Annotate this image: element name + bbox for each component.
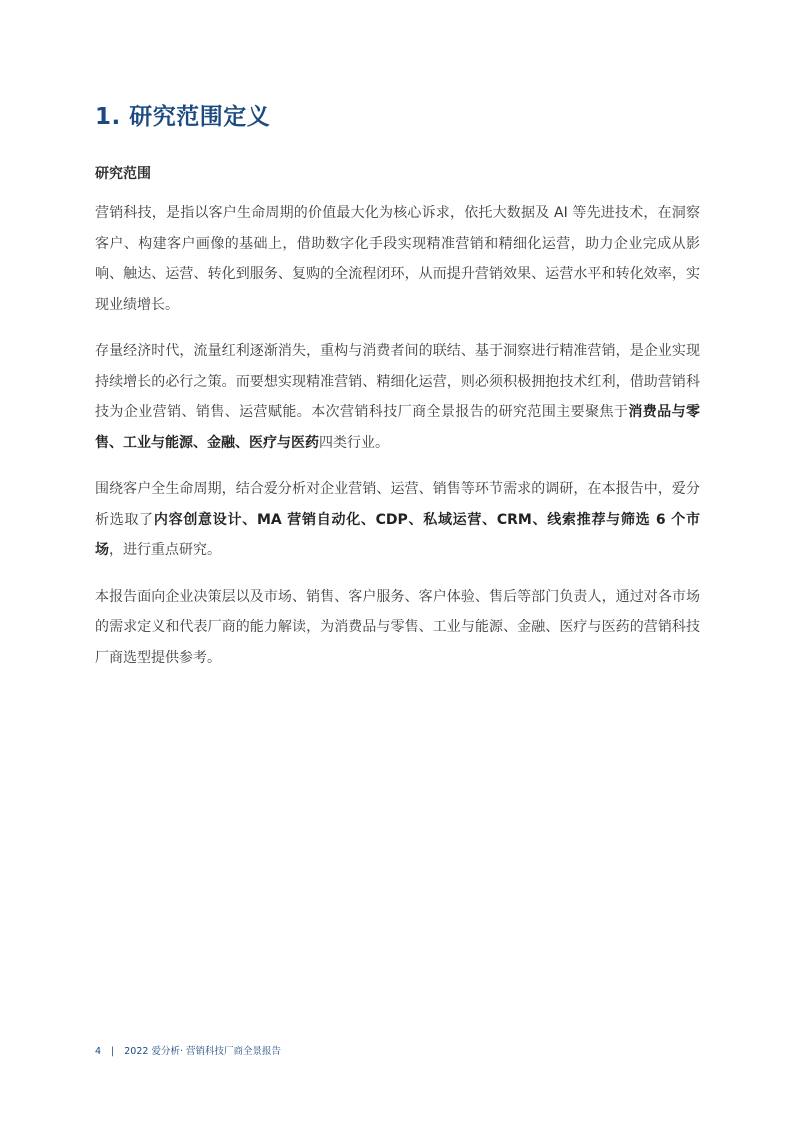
report-name: 2022 爱分析· 营销科技厂商全景报告 — [124, 1046, 281, 1057]
paragraph-text: 四类行业。 — [319, 434, 389, 451]
paragraph-audience — [95, 582, 700, 674]
page-title: 1. 研究范围定义 — [95, 104, 271, 130]
paragraph-text: 营销科技，是指以客户生命周期的价值最大化为核心诉求，依托大数据及 AI 等先进技术，在洞察客户、构建客户画像的基础上，借助数字化手段实现精准营销和精细化运营，助力企业完成从影响、触达、运营、转化到服务、复购的全流程闭环，从而提升营销效果、运营水平和转化效率，实现业绩增长。 — [95, 205, 700, 313]
paragraph-markets — [95, 474, 700, 566]
page-footer — [95, 1043, 281, 1057]
paragraph-emphasis: 消费品与零售、工业与能源、金融、医疗与医药 — [95, 404, 701, 451]
paragraph-text: 本报告面向企业决策层以及市场、销售、客户服务、客户体验、售后等部门负责人，通过对各市场的需求定义和代表厂商的能力解读，为消费品与零售、工业与能源、金融、医疗与医药的营销科技厂商选型提供参考。 — [95, 588, 700, 666]
paragraph-scope — [95, 336, 700, 458]
paragraph-text: 围绕客户全生命周期，结合爱分析对企业营销、运营、销售等环节需求的调研，在本报告中，爱分析选取了 — [95, 481, 700, 528]
paragraph-definition — [95, 198, 700, 320]
footer-separator: | — [111, 1046, 115, 1057]
paragraph-text: ，进行重点研究。 — [109, 542, 221, 558]
paragraph-emphasis: 内容创意设计、MA 营销自动化、CDP、私域运营、CRM、线索推荐与筛选 6 个市场 — [95, 511, 700, 558]
paragraph-text: 存量经济时代，流量红利逐渐消失，重构与消费者间的联结、基于洞察进行精准营销，是企业实现持续增长的必行之策。而要想实现精准营销、精细化运营，则必须积极拥抱技术红利，借助营销科技为企业营销、销售、运营赋能。本次营销科技厂商全景报告的研究范围主要聚焦于 — [95, 343, 700, 420]
page-number: 4 — [95, 1046, 102, 1057]
body-content — [95, 198, 700, 689]
section-heading: 研究范围 — [95, 166, 151, 182]
